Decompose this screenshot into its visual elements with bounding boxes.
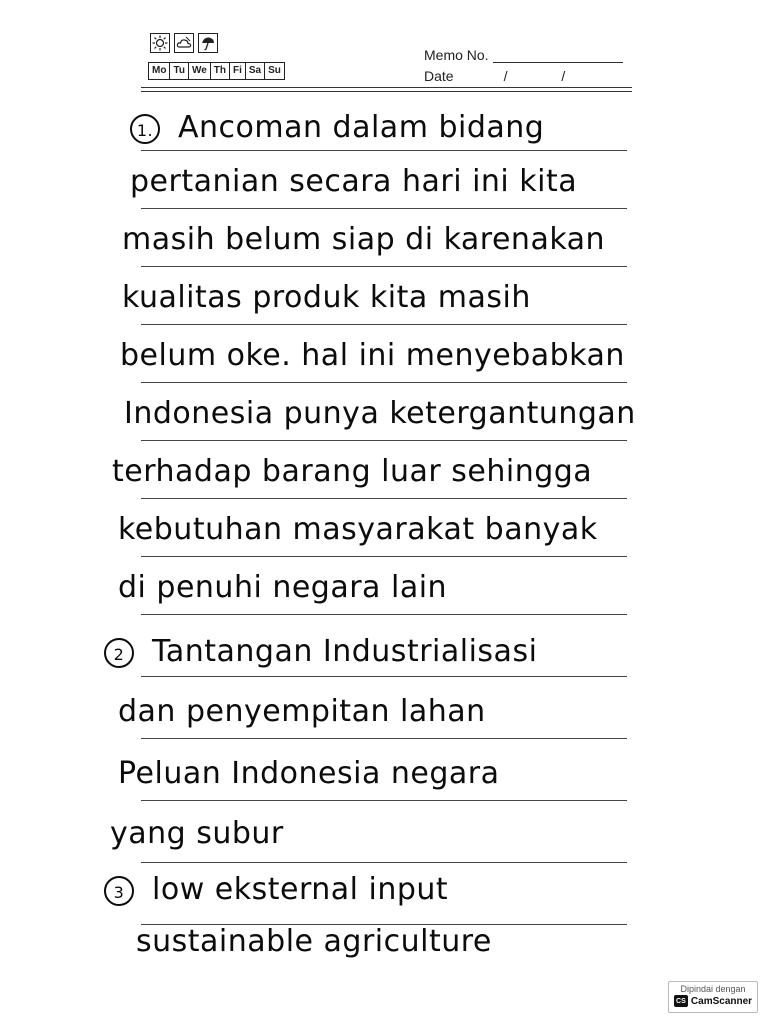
memo-date-block (424, 42, 623, 84)
date-separators (504, 68, 616, 84)
watermark-name: CamScanner (690, 995, 753, 1007)
sun-icon (150, 33, 170, 53)
weather-icons (150, 33, 218, 53)
date-separator: / (503, 68, 508, 84)
header-rule (141, 87, 632, 88)
cloud-icon (174, 33, 194, 53)
day-sa: Sa (246, 63, 265, 79)
day-th: Th (211, 63, 230, 79)
header-rule (141, 91, 632, 92)
item-number-circle: 1. (130, 114, 160, 144)
ruled-line (141, 676, 627, 677)
day-su: Su (268, 65, 281, 76)
note-line: pertanian secara hari ini kita (130, 164, 578, 199)
ruled-line (141, 150, 627, 151)
ruled-line (141, 498, 627, 499)
note-line: masih belum siap di karenakan (122, 222, 606, 257)
note-line: Peluan Indonesia negara (118, 756, 500, 791)
ruled-line (141, 208, 627, 209)
camscanner-watermark (668, 981, 758, 1013)
watermark-brand (669, 995, 757, 1007)
day-fi: Fi (230, 63, 246, 79)
ruled-line (141, 440, 627, 441)
note-line: dan penyempitan lahan (118, 694, 486, 729)
item-number-circle: 3 (104, 876, 134, 906)
note-line: Indonesia punya ketergantungan (124, 396, 636, 431)
note-line: di penuhi negara lain (118, 570, 448, 605)
note-line: kualitas produk kita masih (122, 280, 531, 315)
note-text: Tantangan Industrialisasi (152, 634, 538, 669)
day-tu: Tu (170, 63, 188, 79)
note-line (104, 632, 537, 672)
ruled-line (141, 266, 627, 267)
day-mo: Mo (149, 63, 170, 79)
ruled-line (141, 800, 627, 801)
note-line (104, 870, 448, 910)
camscanner-logo-icon: CS (674, 995, 688, 1007)
date-label: Date (424, 68, 454, 84)
item-number-circle: 2 (104, 638, 134, 668)
ruled-line (141, 382, 627, 383)
ruled-line (141, 862, 627, 863)
date-separator: / (561, 68, 566, 84)
note-line: terhadap barang luar sehingga (112, 454, 593, 489)
note-line (130, 108, 544, 148)
note-line: kebutuhan masyarakat banyak (118, 512, 598, 547)
umbrella-icon (198, 33, 218, 53)
ruled-line (141, 738, 627, 739)
note-line: sustainable agriculture (136, 924, 492, 959)
date-row (424, 63, 623, 84)
memo-number-line (493, 50, 623, 63)
note-text: Ancoman dalam bidang (178, 110, 545, 145)
day-we: We (189, 63, 211, 79)
note-line: yang subur (110, 816, 284, 851)
memo-row (424, 42, 623, 63)
note-text: low eksternal input (152, 872, 449, 907)
ruled-line (141, 324, 627, 325)
watermark-caption: Dipindai dengan (680, 984, 746, 994)
ruled-line (141, 614, 627, 615)
memo-label: Memo No. (424, 47, 489, 63)
weekday-boxes (148, 62, 285, 80)
note-line: belum oke. hal ini menyebabkan (120, 338, 625, 373)
ruled-line (141, 556, 627, 557)
